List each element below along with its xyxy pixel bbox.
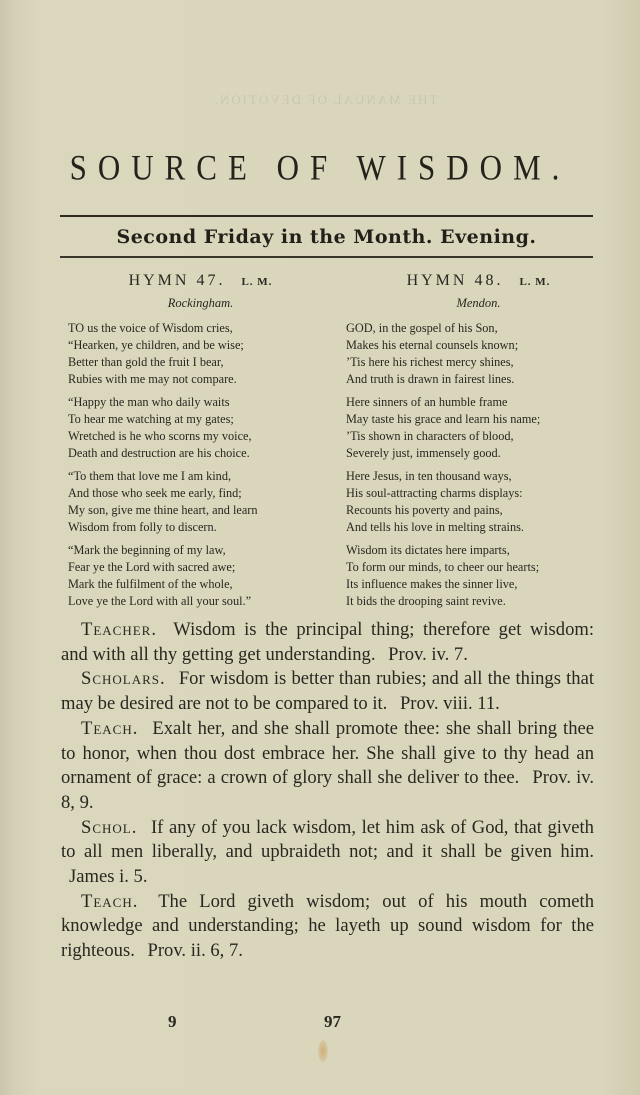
reading-paragraph bbox=[61, 717, 594, 816]
reading-text: For wisdom is better than rubies; and all the things that may be desired are not to be compared to it. bbox=[61, 668, 594, 715]
reading-paragraph bbox=[61, 890, 594, 964]
verse-line: To hear me watching at my gates; bbox=[68, 412, 234, 426]
stanza bbox=[346, 320, 601, 388]
stanza bbox=[68, 468, 323, 536]
verse-line: And tells his love in melting strains. bbox=[346, 520, 524, 534]
scripture-reference: Prov. viii. 11. bbox=[399, 693, 500, 715]
verse-line: Severely just, immensely good. bbox=[346, 446, 501, 460]
verse-line: TO us the voice of Wisdom cries, bbox=[68, 321, 233, 335]
verse-line: May taste his grace and learn his name; bbox=[346, 412, 541, 426]
verse-line: Here Jesus, in ten thousand ways, bbox=[346, 469, 512, 483]
hymn-column-right bbox=[346, 272, 601, 616]
scripture-reference: Prov. iv. 7. bbox=[388, 643, 468, 665]
verse-line: It bids the drooping saint revive. bbox=[346, 594, 506, 608]
signature-mark: 9 bbox=[168, 1012, 177, 1031]
verse-line: “Happy the man who daily waits bbox=[68, 395, 230, 409]
verse-line: GOD, in the gospel of his Son, bbox=[346, 321, 498, 335]
verse-line: Wisdom its dictates here imparts, bbox=[346, 543, 510, 557]
speaker-label: Scholars. bbox=[81, 668, 166, 690]
verse-line: “Mark the beginning of my law, bbox=[68, 543, 226, 557]
hymn-meter: L. M. bbox=[241, 276, 273, 288]
stanza bbox=[68, 542, 323, 610]
verse-line: Wisdom from folly to discern. bbox=[68, 520, 217, 534]
verse-line: ’Tis here his richest mercy shines, bbox=[346, 355, 514, 369]
reading-paragraph bbox=[61, 816, 594, 890]
speaker-label: Teacher. bbox=[81, 619, 158, 640]
reading-text: The Lord giveth wisdom; out of his mouth cometh knowledge and understanding; he layeth up sound wisdom for the righteous. bbox=[61, 890, 594, 962]
stanza bbox=[346, 468, 601, 536]
hymn-column-left bbox=[68, 272, 323, 616]
reading-paragraph bbox=[61, 667, 594, 716]
verse-line: Mark the fulfilment of the whole, bbox=[68, 577, 233, 591]
verse-line: Better than gold the fruit I bear, bbox=[68, 355, 224, 369]
reading-paragraph bbox=[61, 618, 594, 667]
verse-line: His soul-attracting charms displays: bbox=[346, 486, 523, 500]
reading-text: Exalt her, and she shall promote thee: she shall bring thee to honor, when thou dost embrace her. She shall give to thy head an ornament of grace: a crown of glory shall she deliver to thee. bbox=[61, 717, 594, 789]
hymn-heading bbox=[356, 272, 601, 291]
verse-line: Love ye the Lord with all your soul.” bbox=[68, 594, 252, 608]
verse-line: And truth is drawn in fairest lines. bbox=[346, 372, 515, 386]
stanza bbox=[68, 394, 323, 462]
verse-line: Here sinners of an humble frame bbox=[346, 395, 508, 409]
bleed-through-text: THE MANUAL OF DEVOTION. bbox=[212, 92, 438, 107]
verse-line: Wretched is he who scorns my voice, bbox=[68, 429, 252, 443]
verse-line: Recounts his poverty and pains, bbox=[346, 503, 503, 517]
paper-stain bbox=[318, 1040, 328, 1062]
scripture-reference: James i. 5. bbox=[69, 866, 148, 888]
verse-line: And those who seek me early, find; bbox=[68, 486, 242, 500]
verse-line: Its influence makes the sinner live, bbox=[346, 577, 518, 591]
hymn-heading bbox=[78, 272, 323, 291]
page-title: SOURCE OF WISDOM. bbox=[69, 147, 571, 188]
speaker-label: Teach. bbox=[81, 890, 139, 912]
top-rule bbox=[60, 215, 593, 217]
section-subtitle: Second Friday in the Month. Evening. bbox=[116, 226, 537, 248]
stanza bbox=[346, 542, 601, 610]
hymn-meter: L. M. bbox=[519, 276, 551, 288]
hymn-number: HYMN 47. bbox=[128, 272, 226, 289]
bottom-rule bbox=[60, 256, 593, 258]
hymn-tune: Mendon. bbox=[456, 296, 501, 310]
verse-line: My son, give me thine heart, and learn bbox=[68, 503, 258, 517]
responsive-reading bbox=[61, 618, 594, 964]
reading-text: If any of you lack wisdom, let him ask of God, that giveth to all men liberally, and upbraideth not; and it shall be given him. bbox=[61, 816, 594, 863]
scripture-reference: Prov. ii. 6, 7. bbox=[147, 940, 243, 962]
stanza bbox=[68, 320, 323, 388]
verse-line: Makes his eternal counsels known; bbox=[346, 338, 519, 352]
verse-line: ’Tis shown in characters of blood, bbox=[346, 429, 514, 443]
scripture-reference: Prov. iv. 8, 9. bbox=[61, 767, 594, 813]
verse-line: To form our minds, to cheer our hearts; bbox=[346, 560, 540, 574]
page-number: 97 bbox=[324, 1012, 341, 1031]
reading-text: Wisdom is the principal thing; therefore get wisdom: and with all thy getting get understanding. bbox=[61, 619, 595, 665]
verse-line: “To them that love me I am kind, bbox=[68, 469, 232, 483]
stanza bbox=[346, 394, 601, 462]
verse-line: “Hearken, ye children, and be wise; bbox=[68, 338, 244, 352]
verse-line: Fear ye the Lord with sacred awe; bbox=[68, 560, 236, 574]
speaker-label: Teach. bbox=[81, 717, 139, 739]
verse-line: Death and destruction are his choice. bbox=[68, 446, 250, 460]
hymn-number: HYMN 48. bbox=[406, 272, 504, 289]
speaker-label: Schol. bbox=[81, 816, 138, 838]
hymn-tune: Rockingham. bbox=[167, 296, 234, 310]
verse-line: Rubies with me may not compare. bbox=[68, 372, 237, 386]
